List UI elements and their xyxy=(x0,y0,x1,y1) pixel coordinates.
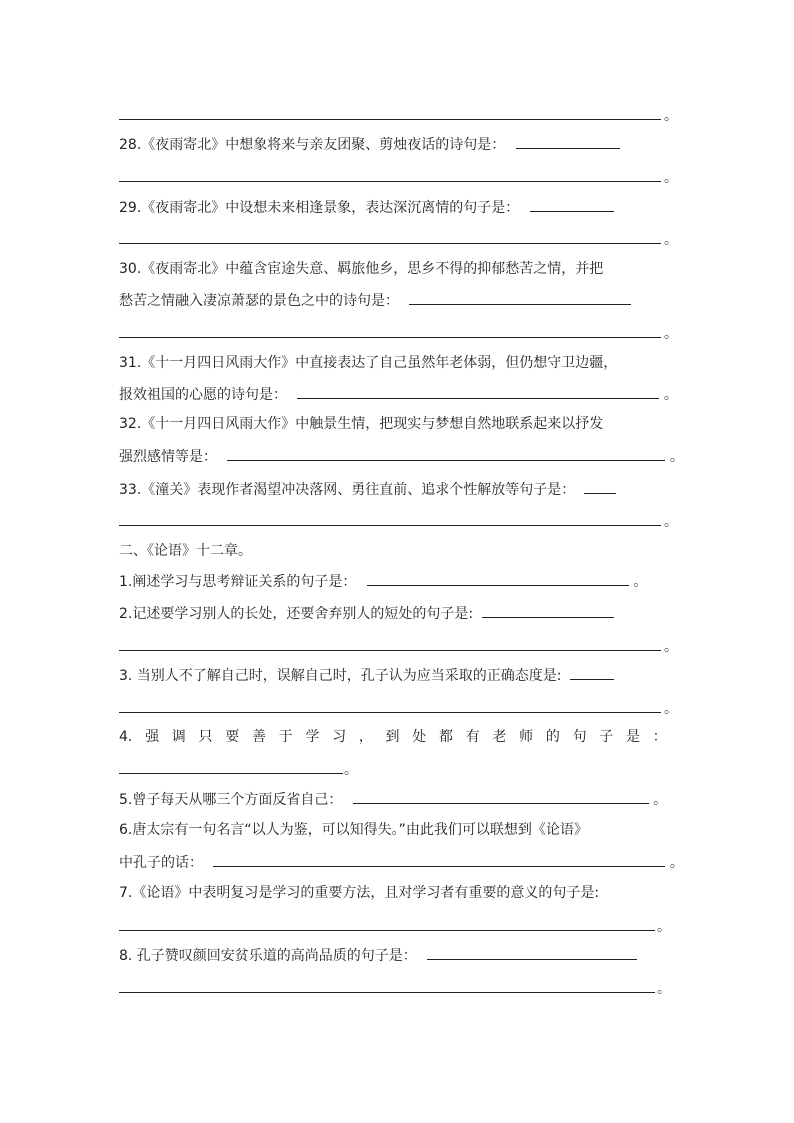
answer-blank[interactable] xyxy=(213,852,665,867)
period: 。 xyxy=(664,701,678,717)
question-4-char: 子 xyxy=(599,729,614,745)
question-text: 强烈感情等是： xyxy=(119,449,217,465)
question-4-char: 4. xyxy=(119,729,133,745)
question-32-line2 xyxy=(119,446,684,466)
answer-line[interactable] xyxy=(119,773,343,774)
period: 。 xyxy=(344,762,358,778)
period: 。 xyxy=(633,574,648,590)
period: 。 xyxy=(669,449,684,465)
question-text: 33.《潼关》表现作者渴望冲决落网、勇往直前、追求个性解放等句子是： xyxy=(119,482,576,498)
answer-blank[interactable] xyxy=(409,290,631,305)
question-text: 报效祖国的心愿的诗句是： xyxy=(119,387,287,403)
question-4-char: 调 xyxy=(171,729,186,745)
lunyu-question-2 xyxy=(119,603,614,623)
question-4-char: 都 xyxy=(438,729,453,745)
answer-line[interactable] xyxy=(119,337,661,338)
lunyu-question-7: 7.《论语》中表明复习是学习的重要方法，且对学习者有重要的意义的句子是: xyxy=(119,885,600,901)
question-4-char: 学 xyxy=(305,729,320,745)
lunyu-question-8 xyxy=(119,945,637,965)
period: 。 xyxy=(657,981,671,997)
question-4-char: 师 xyxy=(519,729,534,745)
period: 。 xyxy=(664,170,678,186)
answer-blank[interactable] xyxy=(227,446,665,461)
question-4-char: 处 xyxy=(412,729,427,745)
lunyu-question-6-line1: 6.唐太宗有一句名言“以人为鉴，可以知得失。”由此我们可以联想到《论语》 xyxy=(119,822,588,838)
question-text: 2.记述要学习别人的长处，还要舍弃别人的短处的句子是: xyxy=(119,606,474,622)
period: 。 xyxy=(663,387,678,403)
period: 。 xyxy=(653,792,668,808)
period: 。 xyxy=(664,514,678,530)
question-4-char: 有 xyxy=(465,729,480,745)
lunyu-question-6-line2 xyxy=(119,852,684,872)
answer-blank[interactable] xyxy=(530,197,614,212)
answer-blank[interactable] xyxy=(584,479,616,494)
question-30-line2 xyxy=(119,290,631,310)
question-29 xyxy=(119,197,614,217)
question-4-char: 只 xyxy=(198,729,213,745)
question-text: 29.《夜雨寄北》中设想未来相逢景象，表达深沉离情的句子是： xyxy=(119,200,520,216)
period: 。 xyxy=(664,326,678,342)
question-4-char: 强 xyxy=(145,729,160,745)
question-text: 中孔子的话： xyxy=(119,855,203,871)
question-4-char: 要 xyxy=(225,729,240,745)
answer-line[interactable] xyxy=(119,650,661,651)
question-4-char: 于 xyxy=(278,729,293,745)
question-text: 3. 当别人不了解自己时，误解自己时，孔子认为应当采取的正确态度是: xyxy=(119,668,562,684)
answer-line[interactable] xyxy=(119,525,661,526)
answer-line[interactable] xyxy=(119,992,655,993)
question-31-line2 xyxy=(119,384,678,404)
lunyu-question-4 xyxy=(119,727,667,747)
question-text: 5.曾子每天从哪三个方面反省自己： xyxy=(119,792,343,808)
question-31-line1: 31.《十一月四日风雨大作》中直接表达了自己虽然年老体弱，但仍想守卫边疆， xyxy=(119,355,618,371)
section-heading: 二、《论语》十二章。 xyxy=(119,543,252,559)
period: 。 xyxy=(664,639,678,655)
answer-blank[interactable] xyxy=(367,571,629,586)
lunyu-question-5 xyxy=(119,789,667,809)
answer-line[interactable] xyxy=(119,712,661,713)
question-4-char: 的 xyxy=(545,729,560,745)
question-text: 1.阐述学习与思考辩证关系的句子是： xyxy=(119,574,357,590)
question-32-line1: 32.《十一月四日风雨大作》中触景生情，把现实与梦想自然地联系起来以抒发 xyxy=(119,416,604,432)
question-28 xyxy=(119,134,620,154)
question-4-char: ： xyxy=(652,729,667,745)
question-4-char: 善 xyxy=(251,729,266,745)
period: 。 xyxy=(657,919,671,935)
answer-line[interactable] xyxy=(119,181,661,182)
answer-blank[interactable] xyxy=(427,945,637,960)
question-4-char: ， xyxy=(358,729,373,745)
answer-blank[interactable] xyxy=(516,134,620,149)
period: 。 xyxy=(669,855,684,871)
lunyu-question-1 xyxy=(119,571,647,591)
question-4-char: 老 xyxy=(492,729,507,745)
answer-blank[interactable] xyxy=(570,665,614,680)
question-33 xyxy=(119,479,616,499)
answer-blank[interactable] xyxy=(482,603,614,618)
answer-line[interactable] xyxy=(119,930,655,931)
question-text: 28.《夜雨寄北》中想象将来与亲友团聚、剪烛夜话的诗句是： xyxy=(119,137,506,153)
question-text: 8. 孔子赞叹颜回安贫乐道的高尚品质的句子是： xyxy=(119,948,417,964)
period: 。 xyxy=(664,232,678,248)
question-text: 愁苦之情融入凄凉萧瑟的景色之中的诗句是： xyxy=(119,293,399,309)
lunyu-question-3 xyxy=(119,665,614,685)
question-4-char: 到 xyxy=(385,729,400,745)
answer-line[interactable] xyxy=(119,243,661,244)
answer-blank[interactable] xyxy=(297,384,659,399)
answer-line xyxy=(119,119,661,120)
answer-blank[interactable] xyxy=(353,789,649,804)
question-4-char: 习 xyxy=(332,729,347,745)
question-4-char: 是 xyxy=(626,729,641,745)
question-30-line1: 30.《夜雨寄北》中蕴含宦途失意、羁旅他乡，思乡不得的抑郁愁苦之情，并把 xyxy=(119,261,604,277)
period: 。 xyxy=(664,108,678,124)
question-4-char: 句 xyxy=(572,729,587,745)
